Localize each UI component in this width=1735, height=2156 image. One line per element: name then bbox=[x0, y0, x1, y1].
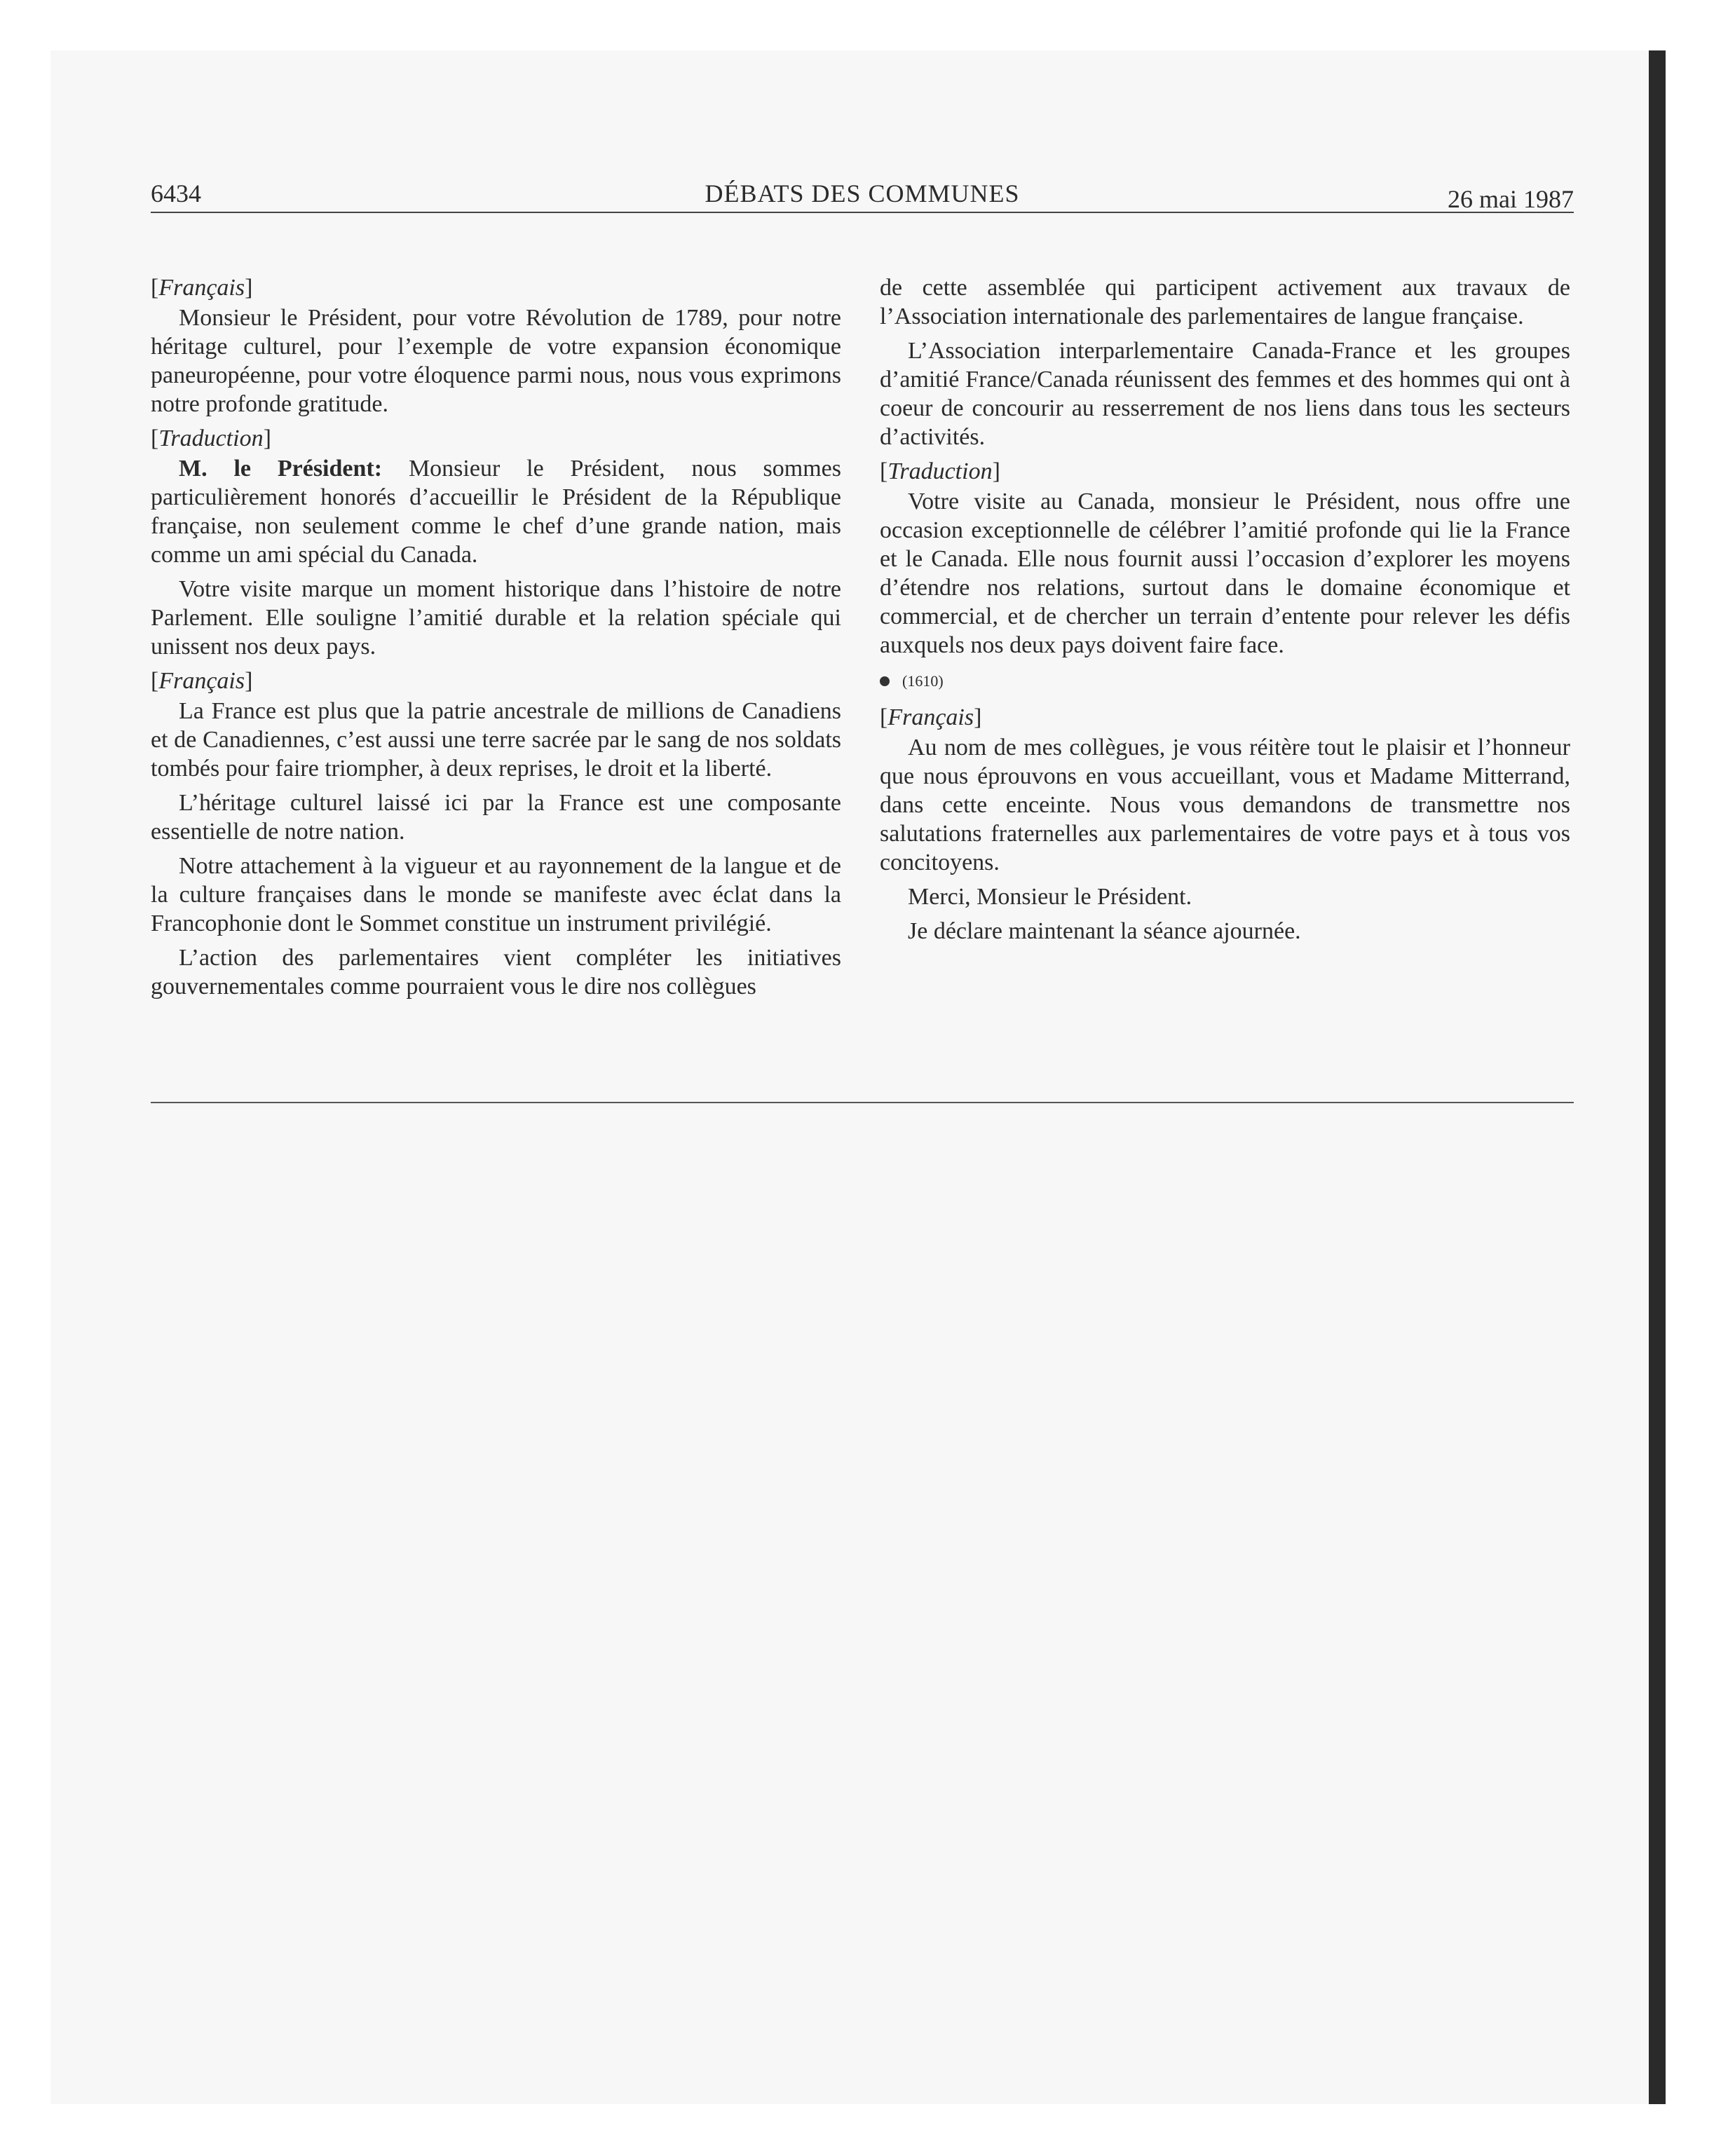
bottom-divider bbox=[151, 1102, 1574, 1103]
section-label: [Traduction] bbox=[880, 458, 1000, 484]
scan-edge-bar bbox=[1649, 50, 1666, 2104]
paragraph: La France est plus que la patrie ancestrale de millions de Canadiens et de Canadiennes, c’est aussi une terre sacrée par le sang de nos soldats tombés pour faire triompher, à deux reprises, le droit et la liberté. bbox=[151, 698, 841, 782]
section-label: [Français] bbox=[151, 275, 253, 301]
publication-title: DÉBATS DES COMMUNES bbox=[705, 179, 1020, 207]
paragraph: Notre attachement à la vigueur et au rayonnement de la langue et de la culture françaises dans le monde se manifeste avec éclat dans la Francophonie dont le Sommet constitue un instrument privilégié. bbox=[151, 853, 841, 936]
left-column bbox=[151, 273, 841, 1007]
header-divider bbox=[151, 212, 1574, 213]
bullet-icon bbox=[880, 676, 890, 686]
paragraph: L’Association interparlementaire Canada-France et les groupes d’amitié France/Canada réunissent des femmes et des hommes qui ont à coeur de concourir au resserrement de nos liens dans tous les secteurs d’activités. bbox=[880, 338, 1570, 450]
timestamp-marker bbox=[880, 671, 1570, 692]
paragraph: L’action des parlementaires vient compléter les initiatives gouvernementales comme pourraient vous le dire nos collègues bbox=[151, 945, 841, 999]
section-label: [Traduction] bbox=[151, 425, 271, 451]
paragraph-continued: de cette assemblée qui participent activement aux travaux de l’Association internationale des parlementaires de langue française. bbox=[880, 275, 1570, 329]
paragraph: Merci, Monsieur le Président. bbox=[908, 884, 1192, 910]
paragraph: Votre visite au Canada, monsieur le Président, nous offre une occasion exceptionnelle de célébrer l’amitié profonde qui lie la France et le Canada. Elle nous fournit aussi l’occasion d’explorer les moyens d’étendre nos relations, surtout dans le domaine économique et commercial, et de chercher un terrain d’entente pour relever les défis auxquels nos deux pays doivent faire face. bbox=[880, 489, 1570, 658]
paragraph: Votre visite marque un moment historique dans l’histoire de notre Parlement. Elle souligne l’amitié durable et la relation spéciale qui unissent nos deux pays. bbox=[151, 576, 841, 660]
right-column bbox=[880, 273, 1570, 951]
paragraph: L’héritage culturel laissé ici par la France est une composante essentielle de notre nation. bbox=[151, 790, 841, 845]
paragraph: Je déclare maintenant la séance ajournée. bbox=[908, 918, 1301, 944]
paragraph: Monsieur le Président, pour votre Révolution de 1789, pour notre héritage culturel, pour l’exemple de votre expansion économique paneuropéenne, pour votre éloquence parmi nous, nous vous exprimons notre profonde gratitude. bbox=[151, 305, 841, 417]
section-label: [Français] bbox=[151, 668, 253, 694]
speech-text: Monsieur le Président, nous sommes particulièrement honorés d’accueillir le Président de la République française, non seulement comme le chef d’une grande nation, mais comme un ami spécial du Canada. bbox=[151, 456, 842, 568]
speaker-paragraph bbox=[151, 454, 841, 569]
timestamp: (1610) bbox=[902, 672, 944, 690]
section-label: [Français] bbox=[880, 704, 982, 730]
speaker-name: M. le Président: bbox=[179, 456, 383, 482]
paragraph: Au nom de mes collègues, je vous réitère tout le plaisir et l’honneur que nous éprouvons en vous accueillant, vous et Madame Mitterrand, dans cette enceinte. Nous vous demandons de transmettre nos salutations fraternelles aux parlementaires de votre pays et à tous vos concitoyens. bbox=[880, 735, 1570, 875]
page-number: 6434 bbox=[151, 179, 201, 207]
publication-date: 26 mai 1987 bbox=[1448, 185, 1574, 213]
